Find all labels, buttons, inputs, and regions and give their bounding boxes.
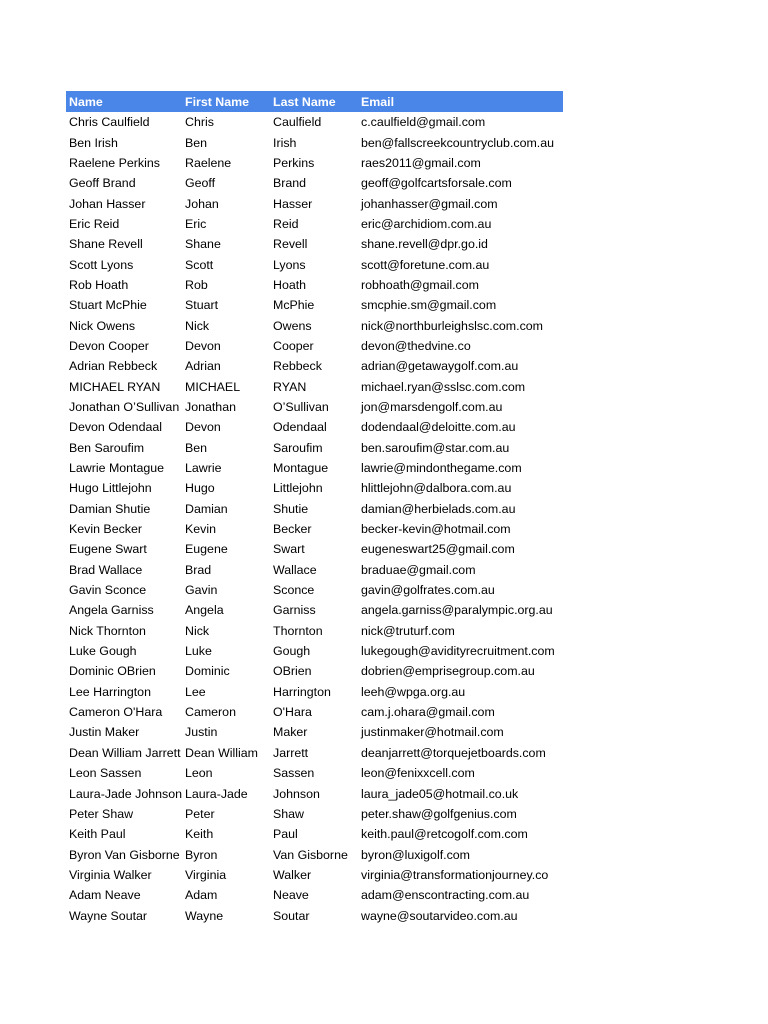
- cell-email[interactable]: gavin@golfrates.com.au: [361, 583, 495, 598]
- table-row: [66, 804, 563, 824]
- cell-first-name[interactable]: Angela: [185, 603, 224, 618]
- table-row: [66, 661, 563, 681]
- cell-email[interactable]: johanhasser@gmail.com: [361, 196, 498, 211]
- cell-first-name[interactable]: Justin: [185, 725, 218, 740]
- cell-name[interactable]: Leon Sassen: [69, 766, 142, 781]
- cell-name[interactable]: Virginia Walker: [69, 867, 152, 882]
- cell-last-name[interactable]: Montague: [273, 461, 329, 476]
- cell-last-name[interactable]: Owens: [273, 318, 312, 333]
- cell-first-name[interactable]: Adam: [185, 888, 218, 903]
- cell-name[interactable]: Hugo Littlejohn: [69, 481, 152, 496]
- cell-email[interactable]: adrian@getawaygolf.com.au: [361, 359, 519, 374]
- cell-email[interactable]: ben.saroufim@star.com.au: [361, 440, 510, 455]
- cell-last-name[interactable]: Perkins: [273, 155, 315, 170]
- cell-name[interactable]: Kevin Becker: [69, 522, 143, 537]
- table-row: [66, 315, 563, 335]
- header-last-name[interactable]: Last Name: [270, 91, 358, 112]
- cell-first-name[interactable]: Nick: [185, 318, 210, 333]
- cell-name[interactable]: Geoff Brand: [69, 176, 136, 191]
- cell-name[interactable]: Raelene Perkins: [69, 155, 160, 170]
- table-row: [66, 376, 563, 396]
- table-row: [66, 743, 563, 763]
- cell-name[interactable]: Adam Neave: [69, 888, 141, 903]
- cell-first-name[interactable]: Johan: [185, 196, 219, 211]
- cell-last-name[interactable]: Littlejohn: [273, 481, 323, 496]
- cell-name[interactable]: Eugene Swart: [69, 542, 147, 557]
- cell-email[interactable]: angela.garniss@paralympic.org.au: [361, 603, 553, 618]
- cell-email[interactable]: scott@foretune.com.au: [361, 257, 490, 272]
- table-row: [66, 254, 563, 274]
- cell-last-name[interactable]: Shaw: [273, 806, 304, 821]
- cell-last-name[interactable]: Shutie: [273, 501, 309, 516]
- cell-first-name[interactable]: Geoff: [185, 176, 216, 191]
- cell-name[interactable]: Angela Garniss: [69, 603, 154, 618]
- cell-last-name[interactable]: Revell: [273, 237, 308, 252]
- cell-first-name[interactable]: Luke: [185, 644, 212, 659]
- table-row: [66, 844, 563, 864]
- header-email[interactable]: Email: [358, 91, 563, 112]
- cell-name[interactable]: Lee Harrington: [69, 684, 151, 699]
- cell-first-name[interactable]: Ben: [185, 135, 208, 150]
- cell-name[interactable]: Stuart McPhie: [69, 298, 147, 313]
- cell-name[interactable]: Devon Odendaal: [69, 420, 162, 435]
- cell-first-name[interactable]: Devon: [185, 338, 221, 353]
- table-row: [66, 682, 563, 702]
- contacts-table: [66, 91, 563, 926]
- cell-last-name[interactable]: RYAN: [273, 379, 307, 394]
- cell-last-name[interactable]: Van Gisborne: [273, 847, 348, 862]
- cell-email[interactable]: hlittlejohn@dalbora.com.au: [361, 481, 512, 496]
- cell-email[interactable]: becker-kevin@hotmail.com: [361, 522, 511, 537]
- cell-email[interactable]: devon@thedvine.co: [361, 338, 471, 353]
- header-first-name[interactable]: First Name: [182, 91, 270, 112]
- cell-first-name[interactable]: Brad: [185, 562, 212, 577]
- cell-first-name[interactable]: Dean William: [185, 745, 258, 760]
- cell-last-name[interactable]: Gough: [273, 644, 311, 659]
- header-name[interactable]: Name: [66, 91, 182, 112]
- cell-email[interactable]: peter.shaw@golfgenius.com: [361, 806, 517, 821]
- cell-name[interactable]: Chris Caulfield: [69, 115, 150, 130]
- cell-email[interactable]: lukegough@avidityrecruitment.com: [361, 644, 555, 659]
- cell-email[interactable]: eric@archidiom.com.au: [361, 216, 492, 231]
- table-row: [66, 193, 563, 213]
- cell-last-name[interactable]: Reid: [273, 216, 299, 231]
- cell-name[interactable]: Ben Irish: [69, 135, 118, 150]
- cell-first-name[interactable]: Rob: [185, 277, 208, 292]
- cell-email[interactable]: damian@herbielads.com.au: [361, 501, 516, 516]
- cell-first-name[interactable]: Damian: [185, 501, 228, 516]
- cell-name[interactable]: Lawrie Montague: [69, 461, 165, 476]
- cell-last-name[interactable]: Brand: [273, 176, 307, 191]
- table-row: [66, 336, 563, 356]
- cell-name[interactable]: Devon Cooper: [69, 338, 149, 353]
- cell-first-name[interactable]: Eugene: [185, 542, 228, 557]
- table-row: [66, 580, 563, 600]
- cell-name[interactable]: Justin Maker: [69, 725, 140, 740]
- cell-email[interactable]: michael.ryan@sslsc.com.com: [361, 379, 526, 394]
- table-row: [66, 519, 563, 539]
- table-row: [66, 641, 563, 661]
- cell-email[interactable]: smcphie.sm@gmail.com: [361, 298, 497, 313]
- cell-last-name[interactable]: Sconce: [273, 583, 315, 598]
- cell-first-name[interactable]: MICHAEL: [185, 379, 241, 394]
- contact-sheet: [66, 91, 563, 926]
- cell-email[interactable]: geoff@golfcartsforsale.com: [361, 176, 512, 191]
- cell-first-name[interactable]: Scott: [185, 257, 214, 272]
- cell-name[interactable]: Rob Hoath: [69, 277, 129, 292]
- cell-first-name[interactable]: Byron: [185, 847, 218, 862]
- cell-email[interactable]: byron@luxigolf.com: [361, 847, 470, 862]
- cell-last-name[interactable]: Caulfield: [273, 115, 322, 130]
- cell-email[interactable]: dodendaal@deloitte.com.au: [361, 420, 516, 435]
- cell-last-name[interactable]: Sassen: [273, 766, 315, 781]
- table-row: [66, 295, 563, 315]
- cell-first-name[interactable]: Wayne: [185, 908, 224, 923]
- cell-name[interactable]: Eric Reid: [69, 216, 120, 231]
- cell-first-name[interactable]: Nick: [185, 623, 210, 638]
- table-row: [66, 458, 563, 478]
- table-row: [66, 702, 563, 722]
- cell-last-name[interactable]: Garniss: [273, 603, 316, 618]
- cell-email[interactable]: eugeneswart25@gmail.com: [361, 542, 515, 557]
- cell-first-name[interactable]: Stuart: [185, 298, 219, 313]
- cell-name[interactable]: Brad Wallace: [69, 562, 143, 577]
- cell-email[interactable]: jon@marsdengolf.com.au: [361, 399, 503, 414]
- cell-last-name[interactable]: Cooper: [273, 338, 314, 353]
- table-row: [66, 417, 563, 437]
- cell-first-name[interactable]: Chris: [185, 115, 214, 130]
- cell-email[interactable]: leon@fenixxcell.com: [361, 766, 475, 781]
- cell-name[interactable]: Jonathan O’Sullivan: [69, 399, 180, 414]
- cell-last-name[interactable]: Harrington: [273, 684, 331, 699]
- cell-email[interactable]: laura_jade05@hotmail.co.uk: [361, 786, 519, 801]
- cell-email[interactable]: nick@truturf.com: [361, 623, 455, 638]
- cell-email[interactable]: braduae@gmail.com: [361, 562, 476, 577]
- table-row: [66, 153, 563, 173]
- cell-last-name[interactable]: McPhie: [273, 298, 315, 313]
- cell-first-name[interactable]: Cameron: [185, 705, 236, 720]
- table-row: [66, 722, 563, 742]
- cell-name[interactable]: Nick Thornton: [69, 623, 146, 638]
- table-row: [66, 865, 563, 885]
- cell-last-name[interactable]: Maker: [273, 725, 308, 740]
- cell-email[interactable]: deanjarrett@torquejetboards.com: [361, 745, 546, 760]
- table-row: [66, 824, 563, 844]
- cell-name[interactable]: Nick Owens: [69, 318, 136, 333]
- cell-name[interactable]: Ben Saroufim: [69, 440, 145, 455]
- table-row: [66, 173, 563, 193]
- cell-first-name[interactable]: Adrian: [185, 359, 221, 374]
- cell-name[interactable]: MICHAEL RYAN: [69, 379, 161, 394]
- cell-first-name[interactable]: Raelene: [185, 155, 232, 170]
- cell-name[interactable]: Johan Hasser: [69, 196, 146, 211]
- cell-email[interactable]: ben@fallscreekcountryclub.com.au: [361, 135, 555, 150]
- cell-last-name[interactable]: Hoath: [273, 277, 307, 292]
- cell-first-name[interactable]: Eric: [185, 216, 207, 231]
- cell-first-name[interactable]: Hugo: [185, 481, 215, 496]
- cell-first-name[interactable]: Laura-Jade: [185, 786, 248, 801]
- cell-name[interactable]: Gavin Sconce: [69, 583, 147, 598]
- cell-name[interactable]: Wayne Soutar: [69, 908, 148, 923]
- cell-last-name[interactable]: O’Sullivan: [273, 399, 329, 414]
- table-row: [66, 621, 563, 641]
- cell-name[interactable]: Cameron O'Hara: [69, 705, 163, 720]
- cell-name[interactable]: Dean William Jarrett: [69, 745, 181, 760]
- table-row: [66, 763, 563, 783]
- table-row: [66, 275, 563, 295]
- cell-first-name[interactable]: Gavin: [185, 583, 218, 598]
- table-row: [66, 560, 563, 580]
- cell-name[interactable]: Luke Gough: [69, 644, 137, 659]
- table-row: [66, 356, 563, 376]
- cell-first-name[interactable]: Dominic: [185, 664, 230, 679]
- cell-last-name[interactable]: O'Hara: [273, 705, 312, 720]
- table-row: [66, 132, 563, 152]
- table-body: [66, 112, 563, 926]
- table-row: [66, 905, 563, 925]
- cell-email[interactable]: justinmaker@hotmail.com: [361, 725, 504, 740]
- cell-last-name[interactable]: Thornton: [273, 623, 323, 638]
- cell-first-name[interactable]: Peter: [185, 806, 215, 821]
- cell-email[interactable]: c.caulfield@gmail.com: [361, 115, 486, 130]
- cell-name[interactable]: Laura-Jade Johnson: [69, 786, 182, 801]
- cell-email[interactable]: raes2011@gmail.com: [361, 155, 481, 170]
- table-row: [66, 438, 563, 458]
- cell-email[interactable]: shane.revell@dpr.go.id: [361, 237, 488, 252]
- cell-last-name[interactable]: Lyons: [273, 257, 306, 272]
- cell-last-name[interactable]: Johnson: [273, 786, 320, 801]
- cell-first-name[interactable]: Jonathan: [185, 399, 236, 414]
- cell-email[interactable]: cam.j.ohara@gmail.com: [361, 705, 495, 720]
- cell-first-name[interactable]: Ben: [185, 440, 208, 455]
- cell-first-name[interactable]: Shane: [185, 237, 221, 252]
- cell-last-name[interactable]: Paul: [273, 827, 298, 842]
- cell-email[interactable]: lawrie@mindonthegame.com: [361, 461, 522, 476]
- cell-last-name[interactable]: Becker: [273, 522, 312, 537]
- cell-first-name[interactable]: Kevin: [185, 522, 216, 537]
- cell-first-name[interactable]: Devon: [185, 420, 221, 435]
- cell-email[interactable]: nick@northburleighslsc.com.com: [361, 318, 543, 333]
- cell-email[interactable]: virginia@transformationjourney.co: [361, 867, 549, 882]
- table-row: [66, 234, 563, 254]
- cell-first-name[interactable]: Lee: [185, 684, 206, 699]
- cell-email[interactable]: leeh@wpga.org.au: [361, 684, 466, 699]
- cell-email[interactable]: adam@enscontracting.com.au: [361, 888, 530, 903]
- table-row: [66, 397, 563, 417]
- cell-last-name[interactable]: Walker: [273, 867, 312, 882]
- cell-last-name[interactable]: Rebbeck: [273, 359, 322, 374]
- cell-email[interactable]: robhoath@gmail.com: [361, 277, 479, 292]
- cell-first-name[interactable]: Lawrie: [185, 461, 222, 476]
- cell-name[interactable]: Keith Paul: [69, 827, 126, 842]
- cell-last-name[interactable]: OBrien: [273, 664, 312, 679]
- cell-email[interactable]: keith.paul@retcogolf.com.com: [361, 827, 528, 842]
- cell-last-name[interactable]: Jarrett: [273, 745, 309, 760]
- cell-last-name[interactable]: Wallace: [273, 562, 317, 577]
- cell-last-name[interactable]: Saroufim: [273, 440, 323, 455]
- cell-email[interactable]: dobrien@emprisegroup.com.au: [361, 664, 535, 679]
- table-row: [66, 499, 563, 519]
- table-row: [66, 539, 563, 559]
- table-row: [66, 600, 563, 620]
- header-row: [66, 91, 563, 112]
- table-row: [66, 214, 563, 234]
- cell-last-name[interactable]: Irish: [273, 135, 297, 150]
- cell-name[interactable]: Shane Revell: [69, 237, 143, 252]
- cell-first-name[interactable]: Leon: [185, 766, 213, 781]
- cell-name[interactable]: Scott Lyons: [69, 257, 134, 272]
- table-row: [66, 783, 563, 803]
- cell-name[interactable]: Peter Shaw: [69, 806, 134, 821]
- cell-last-name[interactable]: Soutar: [273, 908, 310, 923]
- cell-first-name[interactable]: Virginia: [185, 867, 227, 882]
- cell-name[interactable]: Adrian Rebbeck: [69, 359, 158, 374]
- cell-last-name[interactable]: Hasser: [273, 196, 313, 211]
- cell-email[interactable]: wayne@soutarvideo.com.au: [361, 908, 518, 923]
- cell-name[interactable]: Byron Van Gisborne: [69, 847, 180, 862]
- table-row: [66, 112, 563, 132]
- table-row: [66, 885, 563, 905]
- table-row: [66, 478, 563, 498]
- cell-last-name[interactable]: Swart: [273, 542, 305, 557]
- cell-last-name[interactable]: Odendaal: [273, 420, 327, 435]
- cell-name[interactable]: Damian Shutie: [69, 501, 151, 516]
- cell-first-name[interactable]: Keith: [185, 827, 214, 842]
- cell-name[interactable]: Dominic OBrien: [69, 664, 156, 679]
- cell-last-name[interactable]: Neave: [273, 888, 309, 903]
